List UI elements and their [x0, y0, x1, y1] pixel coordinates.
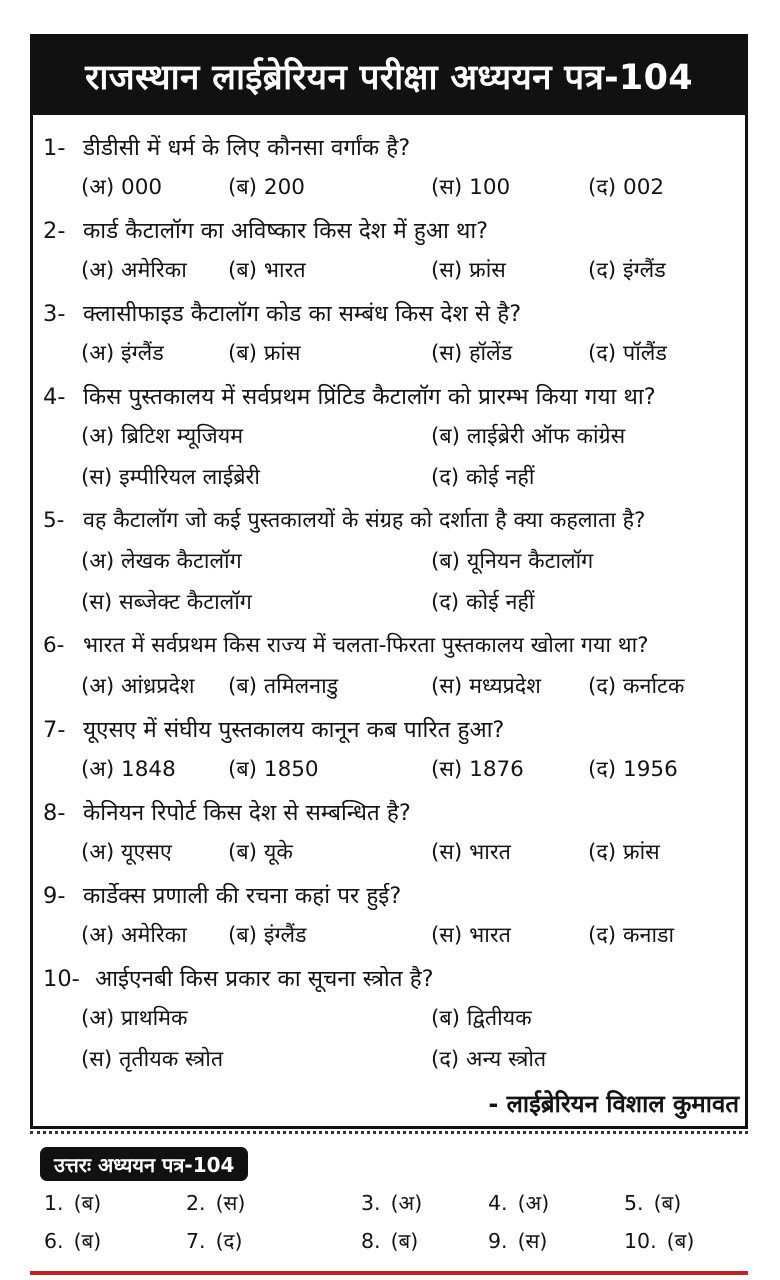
- q6-option-d: (द) कर्नाटक: [588, 674, 685, 699]
- answer-item: [186, 1227, 242, 1255]
- answer-item: [624, 1227, 694, 1255]
- answer-item: [488, 1189, 549, 1217]
- question-text: वह कैटालॉग जो कई पुस्तकालयों के संग्रह को दर्शाता है क्या कहलाता है?: [83, 508, 646, 533]
- q1-option-a: (अ) 000: [81, 175, 163, 200]
- answer-item: [488, 1227, 547, 1255]
- q7-option-b: (ब) 1850: [228, 757, 319, 782]
- q3-option-d: (द) पॉलैंड: [588, 341, 667, 366]
- question-text: कार्डेक्स प्रणाली की रचना कहां पर हुई?: [83, 883, 402, 909]
- answer-number: 9.: [488, 1229, 508, 1253]
- answer-value: (द): [215, 1229, 243, 1253]
- question-number: 9-: [43, 883, 66, 909]
- question-9: [43, 879, 743, 910]
- answer-number: 1.: [44, 1191, 64, 1215]
- q4-option-a: (अ) ब्रिटिश म्यूजियम: [81, 424, 244, 449]
- answer-key-title: उत्तरः अध्ययन पत्र-104: [40, 1147, 248, 1181]
- q8-option-d: (द) फ्रांस: [588, 840, 660, 865]
- question-text: यूएसए में संघीय पुस्तकालय कानून कब पारित हुआ?: [83, 717, 505, 743]
- dotted-divider: [30, 1131, 748, 1134]
- question-number: 1-: [43, 135, 66, 161]
- q8-option-c: (स) भारत: [431, 840, 511, 865]
- question-text: डीडीसी में धर्म के लिए कौनसा वर्गांक है?: [83, 135, 411, 161]
- answer-value: (अ): [390, 1191, 423, 1215]
- question-text: केनियन रिपोर्ट किस देश से सम्बन्धित है?: [83, 800, 411, 826]
- q10-option-d: (द) अन्य स्त्रोत: [431, 1047, 547, 1072]
- answer-value: (ब): [666, 1229, 695, 1253]
- question-number: 2-: [43, 218, 66, 244]
- q6-option-a: (अ) आंध्रप्रदेश: [81, 674, 195, 699]
- answer-key: [30, 1129, 748, 1269]
- q8-option-a: (अ) यूएसए: [81, 840, 172, 865]
- question-text: आईएनबी किस प्रकार का सूचना स्त्रोत है?: [95, 966, 434, 992]
- bottom-accent-line: [30, 1271, 748, 1275]
- q4-option-c: (स) इम्पीरियल लाईब्रेरी: [81, 465, 260, 490]
- q9-option-b: (ब) इंग्लैंड: [228, 923, 307, 948]
- answer-number: 6.: [44, 1229, 64, 1253]
- q5-option-c: (स) सब्जेक्ट कैटालॉग: [81, 590, 252, 615]
- q5-option-a: (अ) लेखक कैटालॉग: [81, 549, 242, 574]
- answer-value: (ब): [653, 1191, 682, 1215]
- answer-number: 5.: [624, 1191, 644, 1215]
- question-number: 8-: [43, 800, 66, 826]
- answer-value: (ब): [73, 1229, 102, 1253]
- question-text: भारत में सर्वप्रथम किस राज्य में चलता-फिरता पुस्तकालय खोला गया था?: [83, 633, 649, 658]
- answer-number: 4.: [488, 1191, 508, 1215]
- answer-value: (अ): [517, 1191, 550, 1215]
- q10-option-b: (ब) द्वितीयक: [431, 1006, 532, 1031]
- answer-value: (स): [215, 1191, 246, 1215]
- q1-option-c: (स) 100: [431, 175, 511, 200]
- q7-option-d: (द) 1956: [588, 757, 678, 782]
- question-4: [43, 380, 743, 411]
- question-paper: [30, 34, 748, 1129]
- q9-option-c: (स) भारत: [431, 923, 511, 948]
- q2-option-b: (ब) भारत: [228, 258, 306, 283]
- q5-option-d: (द) कोई नहीं: [431, 590, 535, 615]
- q4-option-b: (ब) लाईब्रेरी ऑफ कांग्रेस: [431, 424, 626, 449]
- question-number: 5-: [43, 508, 65, 533]
- question-8: [43, 796, 743, 827]
- question-7: [43, 713, 743, 744]
- question-number: 6-: [43, 633, 65, 658]
- q10-option-a: (अ) प्राथमिक: [81, 1006, 188, 1031]
- question-6: [43, 630, 743, 659]
- question-text: किस पुस्तकालय में सर्वप्रथम प्रिंटिड कैटालॉग को प्रारम्भ किया गया था?: [83, 384, 656, 410]
- question-text: कार्ड कैटालॉग का अविष्कार किस देश में हुआ था?: [83, 218, 489, 244]
- q6-option-c: (स) मध्यप्रदेश: [431, 674, 541, 699]
- answer-number: 8.: [361, 1229, 381, 1253]
- answer-item: [361, 1189, 422, 1217]
- q8-option-b: (ब) यूके: [228, 840, 293, 865]
- answer-number: 7.: [186, 1229, 206, 1253]
- page-title: राजस्थान लाईब्रेरियन परीक्षा अध्ययन पत्र-104: [33, 37, 745, 115]
- answer-value: (ब): [390, 1229, 419, 1253]
- question-2: [43, 214, 743, 245]
- q7-option-c: (स) 1876: [431, 757, 524, 782]
- q2-option-d: (द) इंग्लैंड: [588, 258, 666, 283]
- q5-option-b: (ब) यूनियन कैटालॉग: [431, 549, 594, 574]
- author-credit: - लाईब्रेरियन विशाल कुमावत: [488, 1090, 739, 1118]
- answer-value: (स): [517, 1229, 548, 1253]
- question-5: [43, 505, 743, 534]
- q1-option-b: (ब) 200: [228, 175, 305, 200]
- q3-option-c: (स) हॉलेंड: [431, 341, 513, 366]
- question-3: [43, 297, 743, 328]
- answer-number: 10.: [624, 1229, 657, 1253]
- answer-item: [361, 1227, 418, 1255]
- q3-option-a: (अ) इंग्लैंड: [81, 341, 164, 366]
- q9-option-a: (अ) अमेरिका: [81, 923, 187, 948]
- q9-option-d: (द) कनाडा: [588, 923, 675, 948]
- q7-option-a: (अ) 1848: [81, 757, 176, 782]
- answer-number: 2.: [186, 1191, 206, 1215]
- q3-option-b: (ब) फ्रांस: [228, 341, 301, 366]
- question-text: क्लासीफाइड कैटालॉग कोड का सम्बंध किस देश से है?: [83, 301, 522, 327]
- answer-number: 3.: [361, 1191, 381, 1215]
- answer-item: [44, 1227, 101, 1255]
- answer-item: [624, 1189, 681, 1217]
- question-10: [43, 962, 743, 993]
- q6-option-b: (ब) तमिलनाडु: [228, 674, 339, 699]
- q1-option-d: (द) 002: [588, 175, 665, 200]
- q2-option-c: (स) फ्रांस: [431, 258, 506, 283]
- question-number: 7-: [43, 717, 66, 743]
- question-number: 3-: [43, 301, 66, 327]
- question-1: [43, 131, 743, 162]
- question-number: 10-: [43, 966, 80, 992]
- q2-option-a: (अ) अमेरिका: [81, 258, 187, 283]
- question-number: 4-: [43, 384, 66, 410]
- answer-item: [44, 1189, 101, 1217]
- answer-item: [186, 1189, 245, 1217]
- q4-option-d: (द) कोई नहीं: [431, 465, 535, 490]
- answer-value: (ब): [73, 1191, 102, 1215]
- q10-option-c: (स) तृतीयक स्त्रोत: [81, 1047, 224, 1072]
